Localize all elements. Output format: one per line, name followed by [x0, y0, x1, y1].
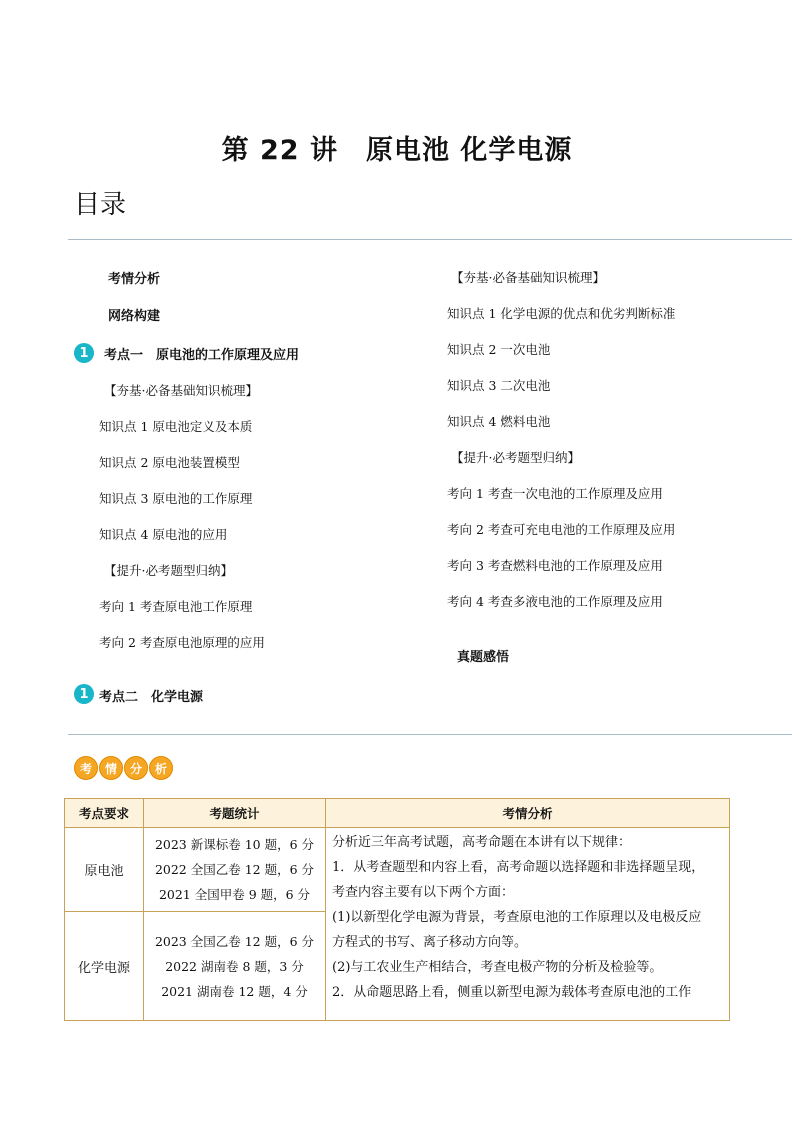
- toc-knowledge-item[interactable]: 知识点 3 二次电池: [447, 378, 551, 393]
- toc-bottom-divider: [68, 734, 792, 735]
- toc-item-exam-analysis[interactable]: 考情分析: [108, 272, 161, 287]
- toc-direction-item[interactable]: 考向 2 考查可充电电池的工作原理及应用: [447, 522, 676, 537]
- exam-analysis-badge: [74, 756, 174, 780]
- toc-item-point2[interactable]: 考点二 化学电源: [99, 690, 204, 705]
- header-analysis: 考情分析: [326, 799, 730, 828]
- analysis-line: 方程式的书写、离子移动方向等。: [332, 935, 528, 950]
- analysis-line: 分析近三年高考试题，高考命题在本讲有以下规律：: [332, 835, 632, 850]
- toc-knowledge-item[interactable]: 知识点 1 化学电源的优点和优劣判断标准: [447, 306, 676, 321]
- toc-direction-item[interactable]: 考向 1 考查原电池工作原理: [99, 599, 253, 614]
- toc-section-improve-left: 【提升·必考题型归纳】: [104, 563, 233, 578]
- exam-analysis-table: [64, 798, 730, 1021]
- point2-number-icon: 1: [74, 684, 94, 704]
- point1-number-icon: 1: [74, 343, 94, 363]
- analysis-line: 2．从命题思路上看，侧重以新型电源为载体考查原电池的工作: [332, 985, 692, 1000]
- table-row: [65, 828, 730, 912]
- statistics-cell: [144, 912, 326, 1021]
- badge-char: 考: [74, 756, 98, 780]
- toc-knowledge-item[interactable]: 知识点 4 原电池的应用: [99, 527, 228, 542]
- toc-knowledge-item[interactable]: 知识点 3 原电池的工作原理: [99, 491, 253, 506]
- toc-item-network[interactable]: 网络构建: [108, 309, 161, 324]
- toc-top-divider: [68, 239, 792, 240]
- stat-line: 2021 全国甲卷 9 题，6 分: [158, 887, 311, 902]
- analysis-line: 考查内容主要有以下两个方面：: [332, 885, 515, 900]
- analysis-cell: [326, 828, 730, 1021]
- toc-knowledge-item[interactable]: 知识点 4 燃料电池: [447, 414, 551, 429]
- statistics-cell: [144, 828, 326, 912]
- toc-item-point1[interactable]: 考点一 原电池的工作原理及应用: [104, 348, 300, 363]
- toc-direction-item[interactable]: 考向 2 考查原电池原理的应用: [99, 635, 265, 650]
- stat-line: 2023 全国乙卷 12 题，6 分: [154, 933, 315, 949]
- analysis-line: 1．从考查题型和内容上看，高考命题以选择题和非选择题呈现，: [332, 860, 705, 875]
- stat-line: 2021 湖南卷 12 题，4 分: [161, 983, 308, 999]
- toc-direction-item[interactable]: 考向 4 考查多液电池的工作原理及应用: [447, 594, 663, 609]
- stat-line: 2022 湖南卷 8 题，3 分: [165, 958, 304, 974]
- toc-direction-item[interactable]: 考向 3 考查燃料电池的工作原理及应用: [447, 558, 663, 573]
- toc-knowledge-item[interactable]: 知识点 1 原电池定义及本质: [99, 419, 253, 434]
- requirement-cell: 化学电源: [65, 912, 144, 1021]
- toc-heading: 目录: [74, 190, 127, 220]
- stat-line: 2023 新课标卷 10 题，6 分: [154, 837, 315, 852]
- analysis-line: (2)与工农业生产相结合，考查电极产物的分析及检验等。: [332, 960, 663, 975]
- toc-section-basics-left: 【夯基·必备基础知识梳理】: [104, 383, 258, 398]
- badge-char: 分: [124, 756, 148, 780]
- table-header-row: [65, 799, 730, 828]
- toc-section-basics-right: 【夯基·必备基础知识梳理】: [451, 270, 605, 285]
- toc-section-improve-right: 【提升·必考题型归纳】: [451, 450, 580, 465]
- analysis-line: (1)以新型化学电源为背景，考查原电池的工作原理以及电极反应: [332, 910, 702, 925]
- document-title: 第 22 讲 原电池 化学电源: [221, 135, 573, 166]
- toc-item-real-exam[interactable]: 真题感悟: [457, 650, 510, 665]
- badge-char: 析: [149, 756, 173, 780]
- toc-knowledge-item[interactable]: 知识点 2 一次电池: [447, 342, 551, 357]
- requirement-cell: 原电池: [65, 828, 144, 912]
- toc-knowledge-item[interactable]: 知识点 2 原电池装置模型: [99, 455, 240, 470]
- toc-direction-item[interactable]: 考向 1 考查一次电池的工作原理及应用: [447, 486, 663, 501]
- header-statistics: 考题统计: [144, 799, 326, 828]
- badge-char: 情: [99, 756, 123, 780]
- header-requirement: 考点要求: [65, 799, 144, 828]
- stat-line: 2022 全国乙卷 12 题，6 分: [154, 862, 315, 877]
